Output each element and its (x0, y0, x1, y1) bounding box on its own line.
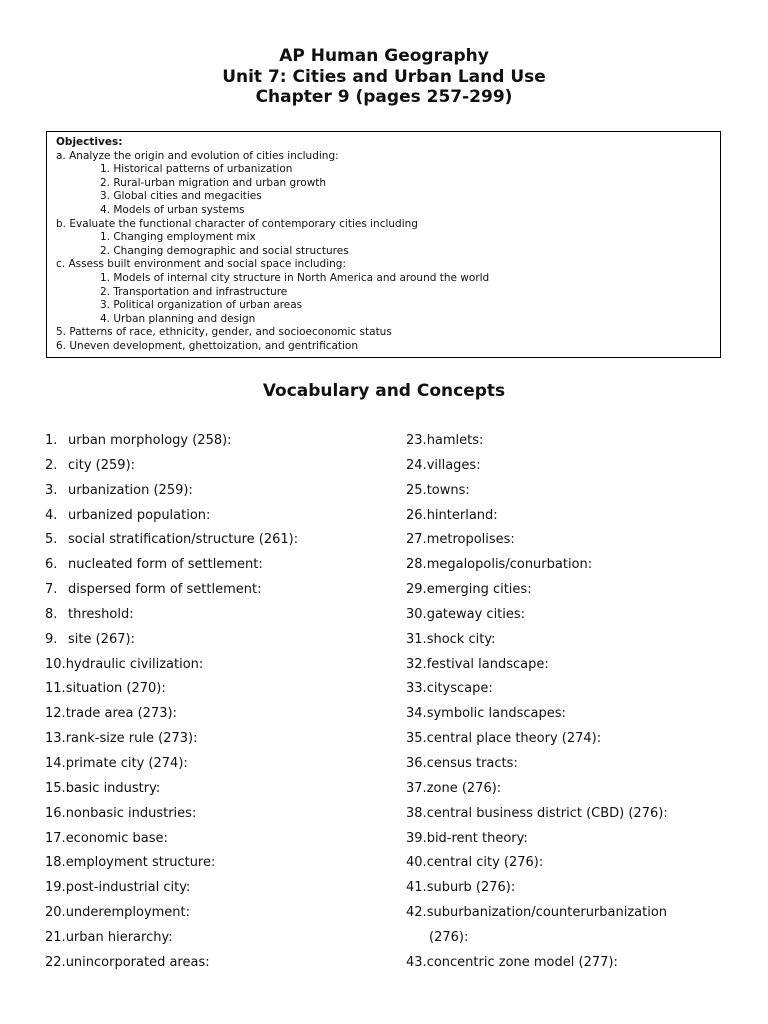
vocab-number: 36. (406, 755, 427, 771)
vocab-item (45, 904, 298, 929)
vocab-number: 39. (406, 830, 427, 846)
vocab-term: urbanized population: (68, 507, 211, 523)
objective-c-item: 1. Models of internal city structure in North America and around the world (100, 271, 490, 284)
unit-title: Unit 7: Cities and Urban Land Use (222, 66, 546, 87)
objective-5: 5. Patterns of race, ethnicity, gender, and socioeconomic status (56, 326, 392, 339)
vocab-term: gateway cities: (426, 606, 526, 622)
vocab-number: 31. (406, 631, 427, 647)
vocab-term: city (259): (68, 457, 136, 473)
vocab-term: threshold: (68, 606, 134, 622)
vocab-number: 24. (406, 457, 427, 473)
vocab-item (45, 531, 298, 556)
vocab-item (45, 556, 298, 581)
vocab-item (45, 482, 298, 507)
vocab-term: census tracts: (426, 755, 518, 771)
vocab-term: urban hierarchy: (65, 929, 173, 945)
vocab-number: 10. (45, 656, 66, 672)
vocab-term: (276): (429, 929, 469, 945)
vocab-item (45, 780, 298, 805)
vocab-number: 6. (45, 557, 58, 573)
vocab-item (406, 904, 668, 929)
vocab-number: 17. (45, 830, 66, 846)
vocab-item (406, 755, 668, 780)
vocab-term: concentric zone model (277): (426, 954, 618, 970)
vocab-term: primate city (274): (65, 755, 188, 771)
vocab-number: 2. (45, 457, 58, 473)
objective-c-item: 4. Urban planning and design (100, 312, 256, 325)
vocab-term: megalopolis/conurbation: (426, 557, 593, 573)
vocab-term: basic industry: (65, 780, 161, 796)
vocab-number: 41. (406, 880, 427, 896)
vocab-list-right (406, 432, 668, 979)
vocab-term: employment structure: (65, 855, 216, 871)
vocab-term: villages: (426, 457, 481, 473)
vocab-item (45, 705, 298, 730)
objective-c-item: 2. Transportation and infrastructure (100, 285, 288, 298)
vocab-item (45, 755, 298, 780)
vocab-number: 26. (406, 507, 427, 523)
vocab-term: hinterland: (426, 507, 498, 523)
vocab-number: 37. (406, 780, 427, 796)
vocab-number: 4. (45, 507, 58, 523)
objective-b-item: 1. Changing employment mix (100, 231, 256, 244)
objective-c-item: 3. Political organization of urban areas (100, 299, 303, 312)
vocab-number: 25. (406, 482, 427, 498)
vocab-number: 22. (45, 954, 66, 970)
vocab-number: 15. (45, 780, 66, 796)
vocab-item (406, 705, 668, 730)
vocab-number: 16. (45, 805, 66, 821)
vocab-number: 1. (45, 433, 58, 448)
vocab-number: 12. (45, 706, 66, 722)
vocab-item (45, 581, 298, 606)
vocab-term: symbolic landscapes: (426, 706, 566, 722)
vocab-number: 7. (45, 582, 58, 598)
vocab-item (45, 954, 298, 979)
vocab-item (406, 606, 668, 631)
vocab-item (406, 581, 668, 606)
vocab-item (45, 929, 298, 954)
vocab-term: hydraulic civilization: (65, 656, 204, 672)
vocab-number: 43. (406, 954, 427, 970)
vocab-term: trade area (273): (65, 706, 177, 722)
vocab-item (45, 631, 298, 656)
vocab-term: hamlets: (426, 433, 484, 448)
vocab-item (406, 507, 668, 532)
vocab-term: shock city: (426, 631, 496, 647)
vocab-number: 14. (45, 755, 66, 771)
vocab-term: suburb (276): (426, 880, 516, 896)
vocab-number: 38. (406, 805, 427, 821)
objectives-heading: Objectives: (56, 136, 123, 148)
vocab-term: festival landscape: (426, 656, 549, 672)
objective-b: b. Evaluate the functional character of contemporary cities including (56, 217, 418, 230)
vocab-item (45, 805, 298, 830)
vocab-item (45, 879, 298, 904)
objective-a-item: 3. Global cities and megacities (100, 190, 262, 203)
vocab-item-continuation (406, 929, 668, 954)
course-title: AP Human Geography (279, 46, 489, 66)
vocab-item (406, 457, 668, 482)
vocab-term: emerging cities: (426, 582, 532, 598)
vocab-term: dispersed form of settlement: (68, 582, 262, 598)
vocab-item (406, 656, 668, 681)
vocab-number: 19. (45, 880, 66, 896)
vocab-number: 20. (45, 905, 66, 921)
vocab-term: economic base: (65, 830, 168, 846)
objective-a: a. Analyze the origin and evolution of cities including: (56, 149, 339, 162)
vocabulary-title: Vocabulary and Concepts (262, 381, 506, 401)
vocab-item (406, 680, 668, 705)
vocab-item (406, 531, 668, 556)
vocab-term: nucleated form of settlement: (68, 557, 263, 573)
vocab-number: 18. (45, 855, 66, 871)
vocab-term: site (267): (68, 631, 135, 647)
vocab-term: central place theory (274): (426, 731, 602, 747)
vocab-number: 35. (406, 731, 427, 747)
vocab-term: post-industrial city: (65, 880, 191, 896)
vocab-number: 34. (406, 706, 427, 722)
vocab-number: 11. (45, 681, 66, 697)
vocab-term: social stratification/structure (261): (68, 532, 299, 548)
vocab-item (406, 854, 668, 879)
vocab-item (45, 680, 298, 705)
vocab-term: bid-rent theory: (426, 830, 528, 846)
vocab-term: zone (276): (426, 780, 502, 796)
vocab-item (406, 556, 668, 581)
vocab-list-left (45, 432, 298, 979)
vocab-item (406, 830, 668, 855)
vocab-term: central business district (CBD) (276): (426, 805, 668, 821)
vocab-term: central city (276): (426, 855, 544, 871)
objective-a-item: 2. Rural-urban migration and urban growth (100, 176, 327, 189)
vocab-number: 21. (45, 929, 66, 945)
vocab-item (406, 482, 668, 507)
vocab-item (406, 730, 668, 755)
vocab-item (406, 879, 668, 904)
vocab-term: nonbasic industries: (65, 805, 197, 821)
vocab-term: underemployment: (65, 905, 191, 921)
vocab-number: 3. (45, 482, 58, 498)
vocab-term: towns: (426, 482, 470, 498)
vocab-term: situation (270): (65, 681, 166, 697)
vocab-item (45, 457, 298, 482)
vocab-number: 33. (406, 681, 427, 697)
vocab-term: urban morphology (258): (68, 433, 232, 448)
vocab-item (45, 432, 298, 457)
vocab-item (45, 830, 298, 855)
vocab-number: 42. (406, 905, 427, 921)
vocab-number: 27. (406, 532, 427, 548)
vocab-item (406, 432, 668, 457)
vocab-item (406, 954, 668, 979)
vocab-item (45, 606, 298, 631)
vocab-number: 28. (406, 557, 427, 573)
vocab-term: cityscape: (426, 681, 493, 697)
vocab-item (45, 656, 298, 681)
vocab-number: 32. (406, 656, 427, 672)
vocab-number: 13. (45, 731, 66, 747)
vocab-number: 29. (406, 582, 427, 598)
vocab-number: 30. (406, 606, 427, 622)
objective-c: c. Assess built environment and social space including: (56, 258, 346, 271)
vocab-item (45, 507, 298, 532)
vocab-item (406, 780, 668, 805)
vocab-term: urbanization (259): (68, 482, 193, 498)
vocab-item (406, 805, 668, 830)
objectives-box (46, 131, 721, 358)
objective-a-item: 1. Historical patterns of urbanization (100, 163, 293, 176)
vocab-item (45, 730, 298, 755)
objective-a-item: 4. Models of urban systems (100, 203, 245, 216)
vocab-number: 40. (406, 855, 427, 871)
vocab-term: metropolises: (426, 532, 515, 548)
vocab-term: rank-size rule (273): (65, 731, 198, 747)
vocab-term: unincorporated areas: (65, 954, 210, 970)
vocab-item (45, 854, 298, 879)
objective-6: 6. Uneven development, ghettoization, and gentrification (56, 339, 359, 352)
vocab-number: 5. (45, 532, 58, 548)
vocab-number: 23. (406, 433, 427, 448)
vocab-term: suburbanization/counterurbanization (426, 905, 668, 921)
chapter-title: Chapter 9 (pages 257-299) (255, 87, 513, 107)
document-header (0, 46, 768, 108)
vocab-number: 8. (45, 606, 58, 622)
vocab-item (406, 631, 668, 656)
objective-b-item: 2. Changing demographic and social structures (100, 244, 349, 257)
vocab-number: 9. (45, 631, 58, 647)
